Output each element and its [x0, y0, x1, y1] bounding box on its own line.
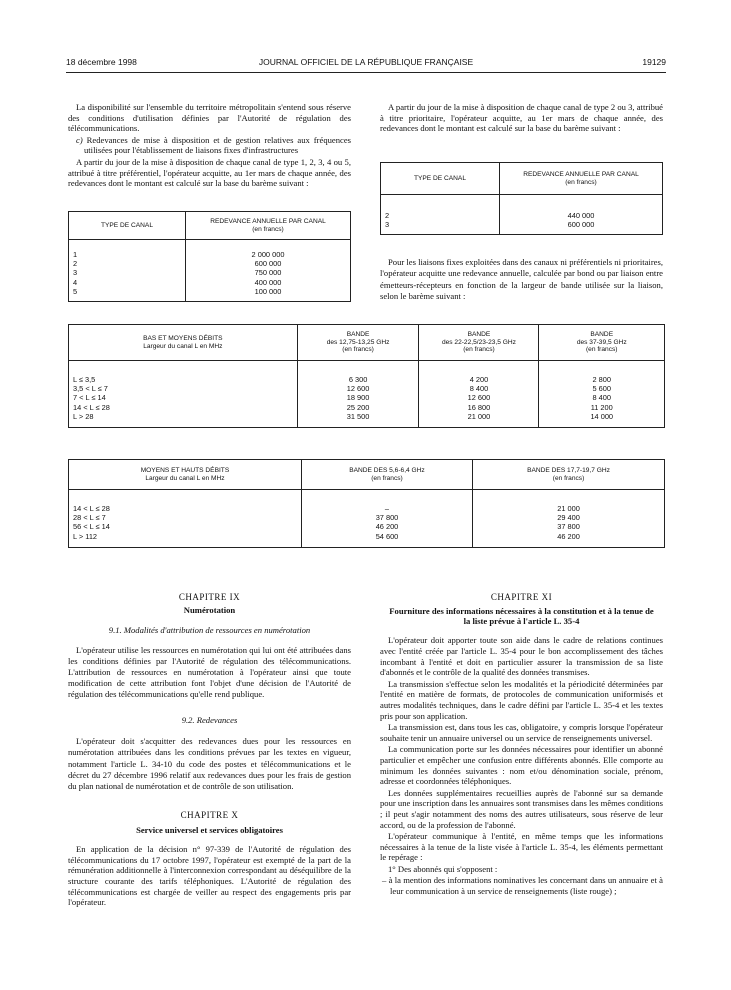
enum-subitem: – à la mention des informations nominatives les concernant dans un annuaire et à leur communication à un service de renseignements (liste rouge) ;: [382, 875, 663, 897]
table-canal-prioritaire: [380, 162, 663, 235]
table-row: [69, 240, 351, 260]
redevance-value: 600 000: [500, 220, 663, 235]
bandwidth-cell: [69, 490, 302, 514]
paragraph: A partir du jour de la mise à disposition de chaque canal de type 2 ou 3, attribué à titre prioritaire, l'opérateur acquitte, au 1er mars de chaque année, des redevances dont le montant est calculé sur la base du barème suivant :: [380, 102, 663, 134]
column-header: [473, 460, 665, 490]
header-rule: [66, 72, 666, 73]
paragraph: L'opérateur doit s'acquitter des redevances dues pour les ressources en numérotation attribuées dans les conditions prévues par les textes en vigueur, notamment l'article L. 34-10 du code des postes et télécommunications et le décret du 27 décembre 1996 relatif aux redevances dues pour les frais de gestion du plan national de numérotation et de contrôle de son utilisation.: [68, 736, 351, 792]
header-journal-title: JOURNAL OFFICIEL DE LA RÉPUBLIQUE FRANÇAISE: [258, 57, 474, 67]
bandwidth-cell: [69, 403, 298, 412]
redevance-value: 18 900: [297, 393, 419, 402]
header-page-number: 19129: [642, 57, 666, 67]
table-row: [381, 220, 663, 235]
item-text: Redevances de mise à disposition et de gestion relatives aux fréquences utilisées pour l'établissement de liaisons fixes d'infrastructures: [84, 134, 351, 156]
bandwidth-cell: [69, 513, 302, 522]
table-body: [69, 361, 665, 428]
redevance-value: 12 600: [419, 393, 539, 402]
table-row: [69, 278, 351, 287]
header-date: 18 décembre 1998: [66, 57, 137, 67]
redevance-value: 54 600: [301, 532, 472, 548]
table-row: [69, 268, 351, 277]
canal-type-cell: [69, 259, 186, 268]
paragraph: En application de la décision n° 97-339 de l'Autorité de régulation des télécommunications du 17 octobre 1997, l'opérateur est exempté de la part de la rémunération additionnelle à l'interconnexion correspondant au déséquilibre de la structure courante des tarifs téléphoniques. L'Autorité de régulation des télécommunications est chargée de veiller au respect des engagements pris par l'opérateur.: [68, 844, 351, 908]
canal-type-cell: [69, 240, 186, 260]
column-header-line: MOYENS ET HAUTS DÉBITS: [140, 467, 230, 475]
column-header-line: (en francs): [552, 474, 585, 482]
column-header: [69, 325, 298, 361]
redevance-value: 14 000: [539, 412, 665, 428]
column-header-unit: (en francs): [252, 225, 284, 233]
right-top-text-2: [380, 257, 663, 304]
redevance-value: 8 400: [539, 393, 665, 402]
column-header: [500, 163, 663, 195]
redevance-value: 31 500: [297, 412, 419, 428]
bandwidth-cell: [69, 532, 302, 548]
column-header: TYPE DE CANAL: [69, 212, 186, 240]
canal-type: 3: [73, 268, 78, 278]
redevance-value: 750 000: [186, 268, 351, 277]
redevance-value: 21 000: [419, 412, 539, 428]
chapter-heading: CHAPITRE IX: [178, 592, 241, 602]
bandwidth-label: L > 112: [73, 531, 98, 541]
redevance-value: 25 200: [297, 403, 419, 412]
chapter-heading: CHAPITRE X: [180, 810, 239, 821]
table-header-row: [69, 325, 665, 361]
bandwidth-cell: [69, 522, 302, 531]
column-header: TYPE DE CANAL: [381, 163, 500, 195]
redevance-value: 11 200: [539, 403, 665, 412]
redevance-value: 100 000: [186, 287, 351, 302]
canal-type-cell: [69, 287, 186, 302]
canal-type: 5: [73, 286, 78, 296]
column-header-line: Largeur du canal L en MHz: [145, 474, 225, 482]
column-header: [186, 212, 351, 240]
chapter-title: Service universel et services obligatoires: [136, 824, 283, 835]
column-header-line: BANDE DES 5,6-6,4 GHz: [349, 467, 425, 475]
table-row: [69, 259, 351, 268]
column-header-line: BANDE: [346, 331, 370, 339]
item-label: c): [76, 134, 83, 145]
canal-type: 1: [73, 250, 78, 259]
bandwidth-cell: [69, 412, 298, 428]
column-header: [297, 325, 419, 361]
paragraph: La transmission est, dans tous les cas, obligatoire, y compris lorsque l'opérateur souhaite tenir un annuaire universel ou un service de renseignements universel.: [380, 722, 663, 743]
left-bottom-text: [68, 592, 351, 909]
redevance-value: –: [301, 490, 472, 514]
column-header-line: Largeur du canal L en MHz: [143, 342, 223, 350]
redevance-value: 12 600: [297, 384, 419, 393]
paragraph: L'opérateur doit apporter toute son aide dans le cadre de relations continues avec l'entité créée par l'article L. 35-4 pour le bon accomplissement des tâches incombant à l'entité et doit en particulier assurer la transmission de sa liste d'abonnés et le contrôle de la qualité des données transmises.: [380, 635, 663, 678]
table-row: [69, 393, 665, 402]
redevance-value: 16 800: [419, 403, 539, 412]
table-header-row: [69, 460, 665, 490]
right-bottom-text: [380, 592, 663, 898]
redevance-value: 600 000: [186, 259, 351, 268]
redevance-value: 21 000: [473, 490, 665, 514]
column-header-unit: (en francs): [463, 346, 495, 354]
column-header-line: des 12,75-13,25 GHz: [326, 338, 390, 346]
table-row: [69, 490, 665, 514]
canal-type: 2: [385, 211, 390, 220]
paragraph: A partir du jour de la mise à disposition de chaque canal de type 1, 2, 3, 4 ou 5, attribué à titre préférentiel, l'opérateur acquitte, au 1er mars de chaque année, des redevances dont le montant est calculé sur la base du barème suivant :: [68, 156, 351, 189]
column-header-line: des 22-22,5/23-23,5 GHz: [441, 338, 516, 346]
canal-type: 4: [73, 277, 78, 287]
table-row: [381, 195, 663, 221]
bandwidth-label: 56 < L ≤ 14: [73, 522, 110, 532]
table-body: [381, 195, 663, 235]
canal-type-cell: [69, 278, 186, 287]
chapter-title: Numérotation: [183, 604, 236, 615]
column-header-line: BANDE: [590, 331, 614, 339]
redevance-value: 46 200: [301, 522, 472, 531]
enum-item: 1° Des abonnés qui s'opposent :: [388, 863, 498, 874]
section-heading: 9.2. Redevances: [181, 714, 238, 725]
column-header: [419, 325, 539, 361]
column-header-line: (en francs): [371, 474, 403, 482]
redevance-value: 8 400: [419, 384, 539, 393]
right-top-text: [380, 102, 663, 135]
bandwidth-label: 14 < L ≤ 28: [73, 402, 110, 412]
bandwidth-label: 3,5 < L ≤ 7: [73, 384, 108, 394]
paragraph: La disponibilité sur l'ensemble du territoire métropolitain s'entend sous réserve des conditions d'utilisation définies par l'Autorité de régulation des télécommunications.: [68, 102, 351, 134]
table-body: [69, 240, 351, 302]
canal-type-cell: [381, 195, 500, 221]
table-moyens-hauts-debits: [68, 459, 665, 548]
column-header-unit: (en francs): [342, 346, 374, 354]
table-row: [69, 513, 665, 522]
redevance-value: 440 000: [500, 195, 663, 221]
redevance-value: 37 800: [473, 522, 665, 531]
chapter-title: Fourniture des informations nécessaires à la constitution et à la tenue de la liste prévue à l'article L. 35-4: [389, 605, 654, 626]
redevance-value: 400 000: [186, 278, 351, 287]
paragraph: Les données supplémentaires recueillies auprès de l'abonné sur sa demande pour une inscription dans les annuaires sont transmises dans les mêmes conditions ; il peut s'agir notamment des noms des autres utilisateurs, sous réserve de leur accord, ou de la profession de l'abonné.: [380, 787, 663, 830]
paragraph: La communication porte sur les données nécessaires pour identifier un abonné particulier et empêcher une confusion entre différents abonnés. Elle comporte au minimum les données suivantes : nom et/ou dénomination sociale, prénom, adresse et coordonnées téléphoniques.: [380, 744, 663, 787]
bandwidth-label: 14 < L ≤ 28: [73, 504, 110, 513]
table-row: [69, 403, 665, 412]
column-header-unit: (en francs): [585, 346, 618, 354]
bandwidth-label: 7 < L ≤ 14: [73, 393, 106, 403]
table-row: [69, 522, 665, 531]
bandwidth-label: L > 28: [73, 411, 94, 421]
table-row: [69, 287, 351, 302]
table-bas-moyens-debits: [68, 324, 665, 428]
column-header-line: REDEVANCE ANNUELLE PAR CANAL: [523, 171, 639, 179]
canal-type-cell: [381, 220, 500, 235]
paragraph-list: [380, 635, 663, 862]
column-header: [301, 460, 472, 490]
column-header-unit: (en francs): [565, 178, 597, 186]
paragraph-c: [68, 135, 351, 156]
column-header: [539, 325, 665, 361]
redevance-value: 37 800: [301, 513, 472, 522]
table-row: [69, 384, 665, 393]
column-header-line: des 37-39,5 GHz: [576, 338, 627, 346]
redevance-value: 4 200: [419, 361, 539, 385]
paragraph: La transmission s'effectue selon les modalités et la périodicité déterminées par l'entité en matière de formats, de protocoles de communication uniformisés et autres modalités techniques, dans le cadre défini par l'article L. 35-4 et les textes pris pour son application.: [380, 678, 663, 721]
table-canal-preferentiel: [68, 211, 351, 302]
redevance-value: 2 800: [539, 361, 665, 385]
table-row: [69, 361, 665, 385]
canal-type: 2: [73, 259, 78, 269]
redevance-value: 46 200: [473, 532, 665, 548]
column-header: [69, 460, 302, 490]
canal-type-cell: [69, 268, 186, 277]
column-header-line: BANDE: [467, 331, 491, 339]
table-body: [69, 490, 665, 548]
bandwidth-label: 28 < L ≤ 7: [73, 513, 106, 523]
bandwidth-cell: [69, 361, 298, 385]
column-header-line: BANDE DES 17,7-19,7 GHz: [527, 467, 610, 475]
table-row: [69, 412, 665, 428]
bandwidth-cell: [69, 384, 298, 393]
paragraph: Pour les liaisons fixes exploitées dans des canaux ni préférentiels ni prioritaires, l'opérateur acquitte une redevance annuelle, calculée par bond ou par liaison entre émetteurs-récepteurs en fonction de la largeur de bande utilisée sur la liaison, selon le barème suivant :: [380, 257, 663, 302]
paragraph: L'opérateur utilise les ressources en numérotation qui lui ont été attribuées dans les conditions définies par l'Autorité de régulation des télécommunications. L'attribution de ressources en numérotation à l'opérateur ainsi que toute modification de cette attribution font l'objet d'une décision de l'Autorité de régulation des télécommunications qu'elle rend publique.: [68, 644, 351, 700]
section-heading: 9.1. Modalités d'attribution de ressources en numérotation: [108, 625, 311, 635]
left-top-text: [68, 102, 351, 190]
bandwidth-label: L ≤ 3,5: [73, 375, 96, 384]
column-header-line: REDEVANCE ANNUELLE PAR CANAL: [210, 218, 326, 226]
page-header: [66, 57, 666, 71]
chapter-heading: CHAPITRE XI: [490, 592, 553, 602]
redevance-value: 6 300: [297, 361, 419, 385]
canal-type: 3: [385, 220, 390, 230]
column-header-line: BAS ET MOYENS DÉBITS: [143, 335, 223, 343]
redevance-value: 29 400: [473, 513, 665, 522]
redevance-value: 5 600: [539, 384, 665, 393]
redevance-value: 2 000 000: [186, 240, 351, 260]
table-row: [69, 532, 665, 548]
bandwidth-cell: [69, 393, 298, 402]
paragraph: L'opérateur communique à l'entité, en même temps que les informations nécessaires à la tenue de la liste visée à l'article L. 35-4, les éléments permettant le repérage :: [380, 831, 663, 863]
